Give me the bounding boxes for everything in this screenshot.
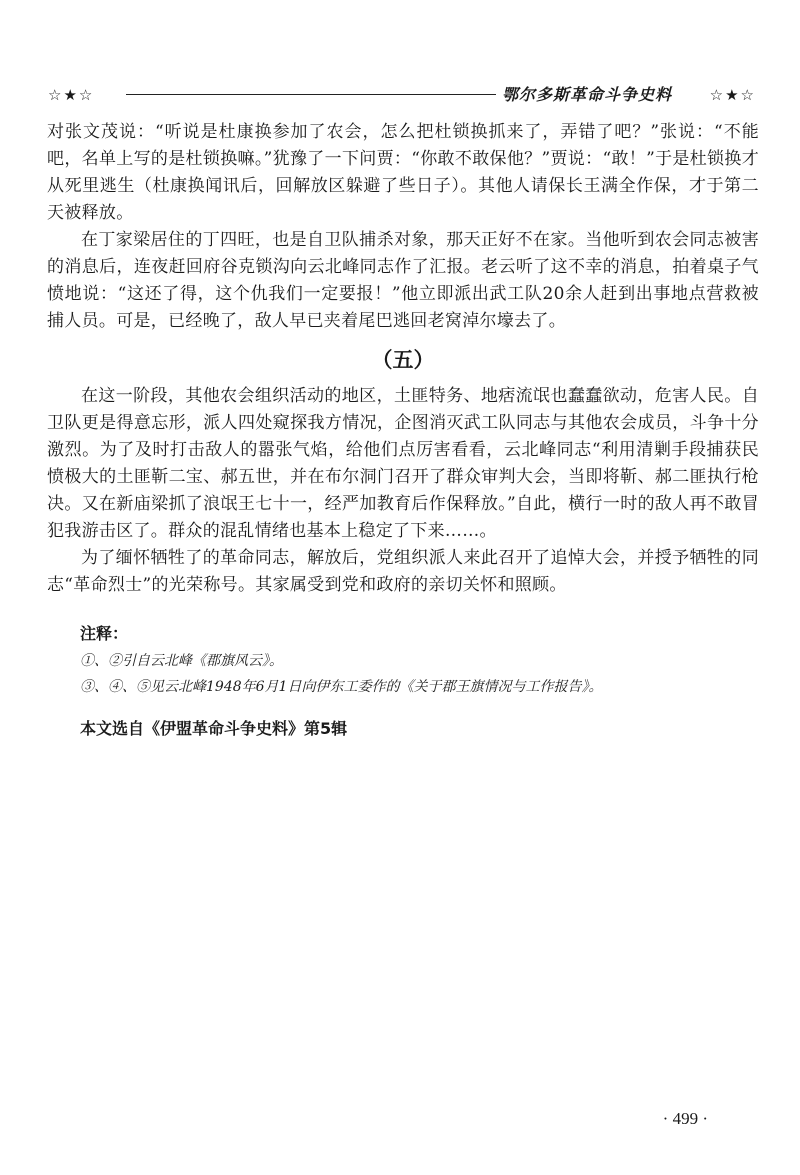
note-item: ③、④、⑤见云北峰1948年6月1日向伊东工委作的《关于郡王旗情况与工作报告》。: [80, 679, 603, 695]
header-stars-left: ☆★☆: [48, 86, 95, 104]
notes-section: [80, 622, 760, 700]
section-heading: （五）: [371, 348, 435, 372]
paragraph: 在这一阶段，其他农会组织活动的地区，土匪特务、地痞流氓也蠢蠢欲动，危害人民。自卫队更是得意忘形，派人四处窥探我方情况，企图消灭武工队同志与其他农会成员，斗争十分激烈。为了及时打击敌人的嚣张气焰，给他们点厉害看看，云北峰同志“利用清剿手段捕获民愤极大的土匪靳二宝、郝五世，并在布尔洞门召开了群众审判大会，当即将靳、郝二匪执行枪决。又在新庙梁抓了浪氓王七十一，经严加教育后作保释放。”自此，横行一时的敌人再不敢冒犯我游击区了。群众的混乱情绪也基本上稳定了下来……。: [47, 386, 759, 541]
running-header: [48, 84, 756, 106]
note-item: ①、②引自云北峰《郡旗风云》。: [80, 653, 283, 669]
header-title: 鄂尔多斯革命斗争史料: [502, 85, 673, 104]
paragraph-continued: 对张文茂说：“听说是杜康换参加了农会，怎么把杜锁换抓来了，弄错了吧？”张说：“不能吧，名单上写的是杜锁换嘛。”犹豫了一下问贾：“你敢不敢保他？”贾说：“敢！”于是杜锁换才从死里逃生（杜康换闻讯后，回解放区躲避了些日子）。其他人请保长王满全作保，才于第二天被释放。: [47, 122, 759, 223]
header-stars-right: ☆★☆: [709, 86, 756, 104]
header-rule: [126, 94, 496, 95]
body-text: [47, 119, 759, 599]
paragraph: 为了缅怀牺牲了的革命同志，解放后，党组织派人来此召开了追悼大会，并授予牺牲的同志“革命烈士”的光荣称号。其家属受到党和政府的亲切关怀和照顾。: [47, 548, 759, 595]
source-line: 本文选自《伊盟革命斗争史料》第5辑: [80, 719, 348, 738]
notes-title: 注释：: [80, 624, 129, 643]
paragraph: 在丁家梁居住的丁四旺，也是自卫队捕杀对象，那天正好不在家。当他听到农会同志被害的消息后，连夜赶回府谷克锁沟向云北峰同志作了汇报。老云听了这不幸的消息，拍着桌子气愤地说：“这还了得，这个仇我们一定要报！”他立即派出武工队20余人赶到出事地点营救被捕人员。可是，已经晚了，敌人早已夹着尾巴逃回老窝淖尔壕去了。: [47, 230, 759, 331]
page-number: · 499 ·: [662, 1109, 708, 1128]
